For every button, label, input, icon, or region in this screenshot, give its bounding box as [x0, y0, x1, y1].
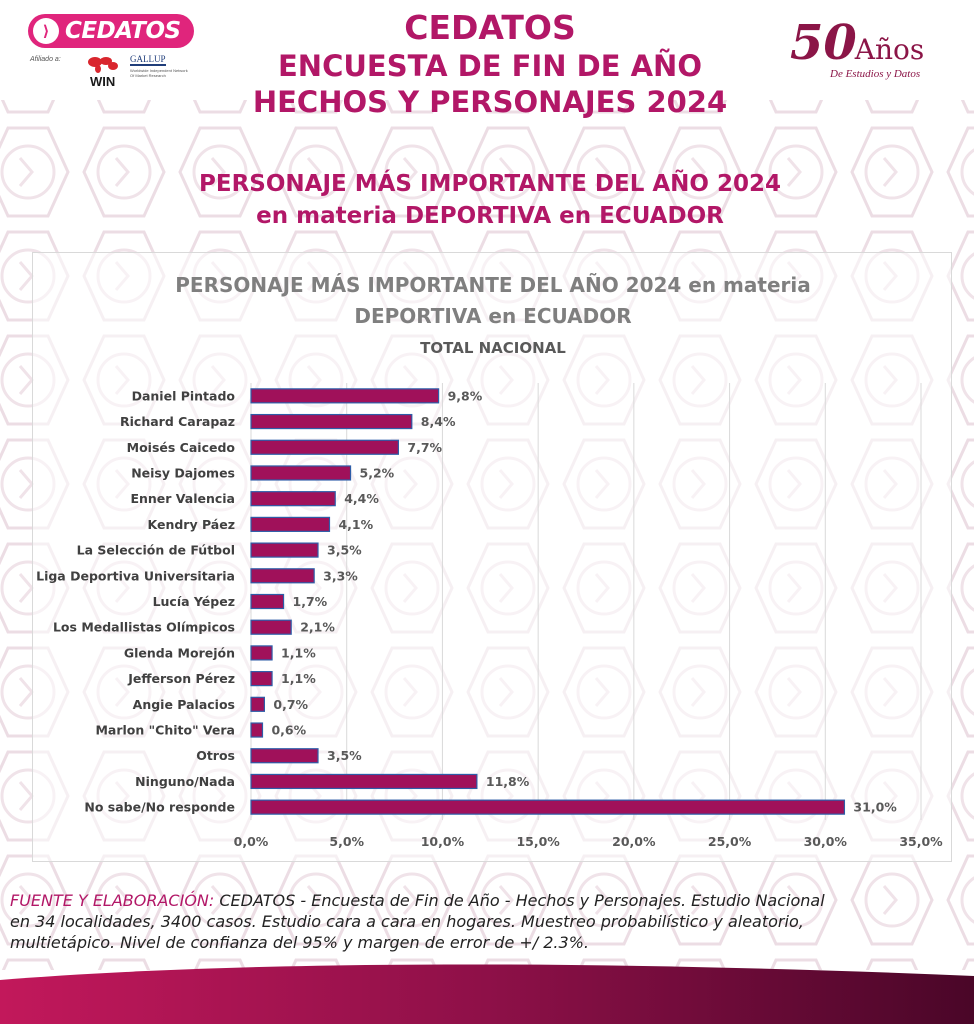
- x-tick-label: 15,0%: [516, 834, 560, 849]
- x-tick-label: 5,0%: [329, 834, 365, 849]
- win-label: WIN: [90, 74, 116, 89]
- world-map-icon: [86, 54, 120, 74]
- bar: [251, 466, 351, 480]
- chart-title-line-2: DEPORTIVA en ECUADOR: [354, 304, 632, 328]
- section-subtitle: [100, 168, 880, 232]
- bar: [251, 569, 314, 583]
- x-tick-label: 30,0%: [803, 834, 847, 849]
- data-label: 1,1%: [281, 645, 316, 661]
- bar: [251, 543, 318, 557]
- category-label: Jefferson Pérez: [128, 671, 235, 687]
- bar: [251, 646, 272, 660]
- data-label: 8,4%: [420, 414, 456, 430]
- category-label: La Selección de Fútbol: [76, 542, 235, 558]
- data-label: 11,8%: [485, 773, 530, 789]
- category-label: Enner Valencia: [130, 491, 235, 507]
- footer-band: [0, 960, 974, 1024]
- category-label: Daniel Pintado: [131, 388, 235, 404]
- bar: [251, 517, 329, 531]
- bar: [251, 723, 262, 737]
- data-label: 3,3%: [323, 568, 358, 584]
- category-label: Liga Deportiva Universitaria: [36, 568, 235, 584]
- chart-container: [32, 252, 952, 862]
- data-label: 1,1%: [281, 671, 316, 687]
- subtitle-line-1: PERSONAJE MÁS IMPORTANTE DEL AÑO 2024: [199, 171, 781, 197]
- source-line-3: multietápico. Nivel de confianza del 95% y margen de error de +/ 2.3%.: [10, 933, 589, 952]
- data-label: 31,0%: [853, 799, 897, 815]
- data-label: 7,7%: [407, 439, 443, 455]
- title-line-1: CEDATOS: [404, 8, 576, 47]
- x-tick-label: 35,0%: [899, 834, 943, 849]
- page-title: [150, 8, 830, 120]
- title-line-2: ENCUESTA DE FIN DE AÑO: [278, 49, 702, 83]
- data-label: 4,4%: [344, 491, 379, 507]
- bar-chart: [33, 253, 951, 861]
- data-label: 3,5%: [327, 542, 362, 558]
- data-label: 3,5%: [327, 748, 362, 764]
- data-label: 2,1%: [300, 619, 335, 635]
- category-label: Glenda Morejón: [123, 645, 235, 661]
- anniversary-subtitle: De Estudios y Datos: [830, 68, 921, 80]
- anniversary-logo: [790, 15, 950, 80]
- category-label: Marlon "Chito" Vera: [95, 722, 235, 738]
- source-line-2: en 34 localidades, 3400 casos. Estudio cara a cara en hogares. Muestreo probabilístico y aleatorio,: [10, 912, 804, 931]
- subtitle-line-2: en materia DEPORTIVA en ECUADOR: [256, 203, 724, 229]
- data-label: 9,8%: [447, 388, 483, 404]
- x-tick-label: 0,0%: [233, 834, 269, 849]
- gallup-subtitle: Worldwide Independent Network Of Market Research: [130, 68, 188, 78]
- category-label: Lucía Yépez: [152, 594, 235, 609]
- chart-subtitle: TOTAL NACIONAL: [420, 339, 566, 357]
- bar: [251, 595, 284, 609]
- anniversary-number: 50: [790, 15, 857, 71]
- x-tick-label: 20,0%: [612, 834, 656, 849]
- category-label: Kendry Páez: [147, 516, 235, 532]
- bar: [251, 697, 264, 711]
- source-note: [10, 890, 960, 953]
- data-label: 5,2%: [359, 465, 395, 481]
- bar: [251, 672, 272, 686]
- category-label: Angie Palacios: [132, 696, 235, 712]
- chart-title-line-1: PERSONAJE MÁS IMPORTANTE DEL AÑO 2024 en materia: [175, 273, 811, 297]
- category-label: Moisés Caicedo: [126, 439, 235, 455]
- bar: [251, 800, 844, 814]
- bar: [251, 774, 477, 788]
- anniversary-word: Años: [854, 33, 925, 66]
- bar: [251, 492, 335, 506]
- data-label: 0,7%: [273, 696, 309, 712]
- x-tick-label: 25,0%: [707, 834, 752, 849]
- data-label: 0,6%: [271, 722, 307, 738]
- title-line-3: HECHOS Y PERSONAJES 2024: [252, 85, 728, 119]
- x-tick-label: 10,0%: [420, 834, 465, 849]
- gallup-label: GALLUP: [130, 54, 166, 64]
- affiliate-label: Afiliado a:: [30, 56, 61, 63]
- category-label: No sabe/No responde: [84, 799, 235, 815]
- category-label: Otros: [196, 748, 235, 764]
- logo-text: CEDATOS: [65, 18, 181, 44]
- category-label: Los Medallistas Olímpicos: [52, 619, 235, 635]
- source-label: FUENTE Y ELABORACIÓN:: [10, 891, 215, 910]
- bar: [251, 620, 291, 634]
- data-label: 1,7%: [292, 594, 328, 609]
- bar: [251, 389, 439, 403]
- bar: [251, 415, 412, 429]
- source-line-1: CEDATOS - Encuesta de Fin de Año - Hechos y Personajes. Estudio Nacional: [214, 891, 825, 910]
- logo-mark-icon: ⟩: [33, 18, 59, 44]
- data-label: 4,1%: [338, 516, 374, 532]
- bar: [251, 749, 318, 763]
- category-label: Neisy Dajomes: [131, 465, 235, 481]
- category-label: Richard Carapaz: [120, 414, 235, 430]
- bar: [251, 440, 398, 454]
- category-label: Ninguno/Nada: [135, 773, 235, 789]
